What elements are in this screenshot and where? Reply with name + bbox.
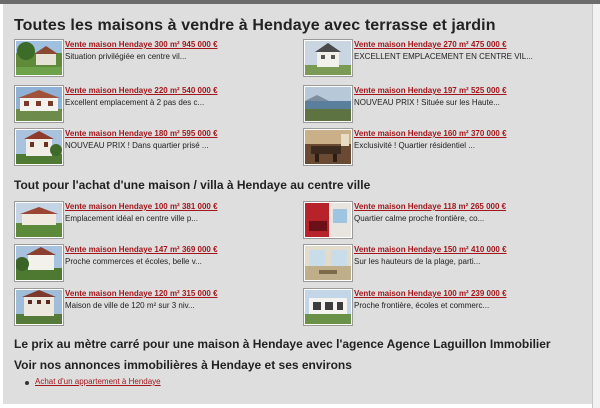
listing-photo[interactable] (15, 202, 63, 238)
listing-description: NOUVEAU PRIX ! Dans quartier prisé ... (65, 141, 209, 150)
heading-voir-annonces: Voir nos annonces immobilières à Hendaye et ses environs (14, 358, 352, 372)
listing-photo[interactable] (15, 129, 63, 165)
content-panel (3, 4, 592, 404)
list-bullet (25, 381, 29, 385)
listing-item[interactable] (15, 129, 285, 169)
listing-photo[interactable] (15, 289, 63, 325)
listing-title-link[interactable]: Vente maison Hendaye 180 m² 595 000 € (65, 129, 218, 138)
listing-description: Sur les hauteurs de la plage, parti... (354, 257, 481, 266)
heading-terrasse-jardin: Toutes les maisons à vendre à Hendaye avec terrasse et jardin (14, 17, 496, 34)
listing-item[interactable] (304, 86, 584, 126)
page-right-border (592, 4, 600, 408)
listing-item[interactable] (15, 40, 285, 80)
listing-photo[interactable] (304, 202, 352, 238)
listing-photo[interactable] (15, 40, 63, 76)
heading-prix-m2: Le prix au mètre carré pour une maison à Hendaye avec l'agence Agence Laguillon Immobilier (14, 337, 551, 351)
listing-photo[interactable] (15, 86, 63, 122)
listing-title-link[interactable]: Vente maison Hendaye 100 m² 381 000 € (65, 202, 218, 211)
listing-description: EXCELLENT EMPLACEMENT EN CENTRE VIL... (354, 52, 533, 61)
listing-description: Quartier calme proche frontière, co... (354, 214, 485, 223)
listing-item[interactable] (15, 289, 285, 329)
listing-title-link[interactable]: Vente maison Hendaye 118 m² 265 000 € (354, 202, 507, 211)
heading-centre-ville: Tout pour l'achat d'une maison / villa à Hendaye au centre ville (14, 178, 371, 192)
listing-title-link[interactable]: Vente maison Hendaye 270 m² 475 000 € (354, 40, 507, 49)
listing-description: Maison de ville de 120 m² sur 3 niv... (65, 301, 195, 310)
listing-photo[interactable] (304, 86, 352, 122)
listing-item[interactable] (304, 202, 584, 242)
listing-title-link[interactable]: Vente maison Hendaye 147 m² 369 000 € (65, 245, 218, 254)
listing-title-link[interactable]: Vente maison Hendaye 120 m² 315 000 € (65, 289, 218, 298)
listing-item[interactable] (304, 289, 584, 329)
listing-photo[interactable] (304, 40, 352, 76)
listing-item[interactable] (304, 129, 584, 169)
listing-description: Situation privilégiée en centre vil... (65, 52, 187, 61)
listing-title-link[interactable]: Vente maison Hendaye 100 m² 239 000 € (354, 289, 507, 298)
listing-description: Proche commerces et écoles, belle v... (65, 257, 202, 266)
listing-description: Excellent emplacement à 2 pas des c... (65, 98, 205, 107)
listing-item[interactable] (15, 86, 285, 126)
listing-item[interactable] (15, 202, 285, 242)
listing-item[interactable] (304, 40, 584, 80)
listing-item[interactable] (15, 245, 285, 285)
link-achat-appartement[interactable]: Achat d'un appartement à Hendaye (35, 377, 161, 386)
listing-description: Proche frontière, écoles et commerc... (354, 301, 490, 310)
listing-description: Exclusivité ! Quartier résidentiel ... (354, 141, 475, 150)
listing-photo[interactable] (304, 289, 352, 325)
listing-title-link[interactable]: Vente maison Hendaye 220 m² 540 000 € (65, 86, 218, 95)
listing-title-link[interactable]: Vente maison Hendaye 160 m² 370 000 € (354, 129, 507, 138)
listing-photo[interactable] (15, 245, 63, 281)
listing-photo[interactable] (304, 129, 352, 165)
listing-description: NOUVEAU PRIX ! Située sur les Haute... (354, 98, 500, 107)
listing-item[interactable] (304, 245, 584, 285)
listing-title-link[interactable]: Vente maison Hendaye 197 m² 525 000 € (354, 86, 507, 95)
listing-description: Emplacement idéal en centre ville p... (65, 214, 198, 223)
listing-photo[interactable] (304, 245, 352, 281)
listing-title-link[interactable]: Vente maison Hendaye 300 m² 945 000 € (65, 40, 218, 49)
listing-title-link[interactable]: Vente maison Hendaye 150 m² 410 000 € (354, 245, 507, 254)
